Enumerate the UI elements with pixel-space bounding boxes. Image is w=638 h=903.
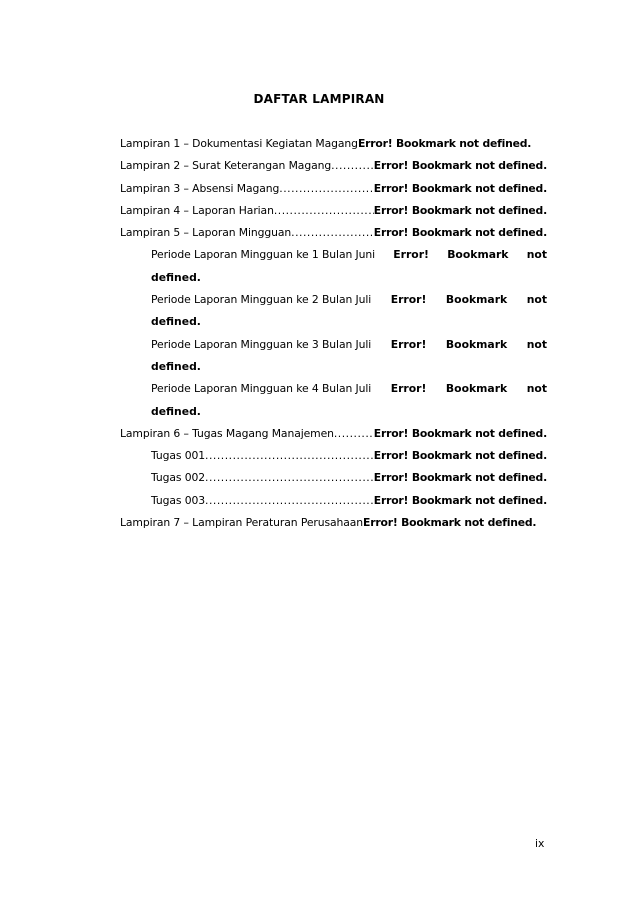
toc-entry-periode-2[interactable] [120, 289, 547, 311]
toc-entry-error-word: Bookmark [445, 293, 508, 307]
toc-entry-error-continuation: defined. [151, 404, 201, 418]
toc-entry-label: Tugas 003 [151, 493, 206, 507]
page-number: ix [535, 837, 545, 850]
toc-dot-leader [205, 445, 374, 467]
toc-entry-error-word: not [526, 248, 547, 262]
toc-entry-label: Periode Laporan Mingguan ke 3 Bulan Juli [151, 337, 372, 351]
toc-dot-leader [274, 200, 374, 222]
toc-entry-label: Lampiran 7 – Lampiran Peraturan Perusahaan [120, 516, 364, 530]
toc-entry-error-word: Error! [390, 337, 427, 351]
toc-entry-error-word: Bookmark [447, 248, 509, 262]
toc-dot-leader [334, 423, 374, 445]
toc-entry-error: Error! Bookmark not defined. [373, 226, 547, 240]
toc-entry-error: Error! Bookmark not defined. [373, 471, 547, 485]
toc-dot-leader [205, 490, 374, 512]
toc-entry-error-word: not [526, 337, 547, 351]
toc-dot-leader [205, 467, 374, 489]
page-title: DAFTAR LAMPIRAN [253, 92, 385, 106]
toc-entry-tugas-001[interactable] [120, 445, 547, 467]
toc-entry-lampiran-6[interactable] [120, 423, 547, 445]
toc-entry-error: Error! Bookmark not defined. [373, 426, 547, 440]
toc-entry-periode-4-continuation [120, 401, 547, 423]
toc-entry-label: Periode Laporan Mingguan ke 1 Bulan Juni [151, 248, 376, 262]
toc-entry-error: Error! Bookmark not defined. [373, 159, 547, 173]
toc-entry-lampiran-7[interactable] [120, 512, 547, 534]
toc-entry-error-word: not [526, 382, 547, 396]
toc-entry-lampiran-5[interactable] [120, 222, 547, 244]
toc-entry-error: Error! Bookmark not defined. [373, 181, 547, 195]
toc-entry-periode-1[interactable] [120, 244, 547, 266]
toc-entry-label: Periode Laporan Mingguan ke 2 Bulan Juli [151, 293, 372, 307]
toc-dot-leader [331, 155, 374, 177]
toc-entry-lampiran-4[interactable] [120, 200, 547, 222]
toc-entry-label: Tugas 001 [151, 449, 206, 463]
toc-entry-periode-3-continuation [120, 356, 547, 378]
toc-entry-error-word: not [526, 293, 547, 307]
toc-entry-tugas-003[interactable] [120, 490, 547, 512]
toc-entry-lampiran-3[interactable] [120, 178, 547, 200]
toc-entry-error: Error! Bookmark not defined. [373, 493, 547, 507]
table-of-contents [120, 133, 547, 534]
toc-entry-error: Error! Bookmark not defined. [373, 449, 547, 463]
toc-entry-error-word: Bookmark [445, 337, 508, 351]
toc-entry-error-word: Error! [390, 293, 427, 307]
toc-entry-label: Lampiran 3 – Absensi Magang [120, 181, 280, 195]
toc-entry-error-word: Error! [390, 382, 427, 396]
toc-entry-periode-1-continuation [120, 267, 547, 289]
toc-entry-error-word: Error! [393, 248, 429, 262]
toc-entry-error: Error! Bookmark not defined. [357, 137, 532, 150]
toc-entry-lampiran-1[interactable] [120, 133, 547, 155]
toc-entry-error-continuation: defined. [151, 315, 201, 329]
toc-entry-label: Tugas 002 [151, 471, 206, 485]
toc-entry-label: Lampiran 5 – Laporan Mingguan [120, 226, 292, 240]
toc-entry-error-continuation: defined. [151, 270, 201, 284]
toc-dot-leader [291, 222, 374, 244]
toc-entry-label: Lampiran 2 – Surat Keterangan Magang [120, 159, 332, 173]
toc-entry-periode-4[interactable] [120, 378, 547, 400]
toc-entry-periode-2-continuation [120, 311, 547, 333]
toc-entry-label: Lampiran 6 – Tugas Magang Manajemen [120, 426, 334, 440]
toc-entry-error: Error! Bookmark not defined. [373, 203, 547, 217]
toc-entry-error-word: Bookmark [445, 382, 508, 396]
toc-entry-label: Lampiran 4 – Laporan Harian [120, 203, 274, 217]
toc-entry-error-continuation: defined. [151, 359, 201, 373]
toc-entry-label: Periode Laporan Mingguan ke 4 Bulan Juli [151, 382, 372, 396]
toc-entry-lampiran-2[interactable] [120, 155, 547, 177]
toc-entry-periode-3[interactable] [120, 334, 547, 356]
toc-dot-leader [279, 178, 374, 200]
toc-entry-error: Error! Bookmark not defined. [363, 516, 537, 530]
toc-entry-tugas-002[interactable] [120, 467, 547, 489]
toc-entry-label: Lampiran 1 – Dokumentasi Kegiatan Magang [120, 137, 358, 150]
